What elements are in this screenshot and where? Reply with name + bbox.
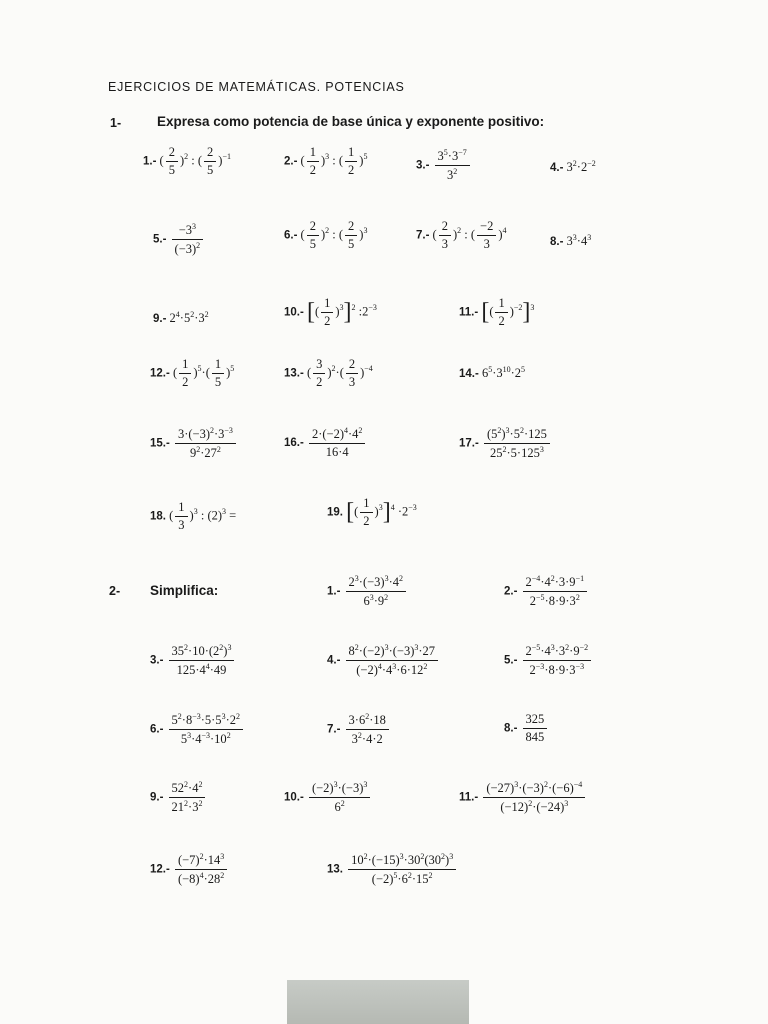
exercise-2-11: 11.- $\frac{(-27)^3\cdot(-3)^2\cdot(-6)^{-4}}{(-12)^2\cdot(-24)^3}$ [459,780,587,815]
exercise-1-11: 11.- [( $\frac{1}{2}$ )$^{-2}$]$^3$ [459,296,535,328]
section-2-heading: Simplifica: [150,583,219,598]
exercise-1-13: 13.- ( $\frac{3}{2}$ )$^2$·( $\frac{2}{3}$ )$^{-4}$ [284,357,373,389]
exercise-1-12: 12.- ( $\frac{1}{2}$ )$^5$·( $\frac{1}{5}$ )$^5$ [150,357,235,389]
exercise-1-4: 4.- $3^2\cdot 2^{-2}$ [550,159,596,175]
scanner-clip-artifact [287,980,469,1024]
exercise-2-1: 1.- $\frac{2^3\cdot(-3)^3\cdot 4^2}{6^3\cdot 9^2}$ [327,574,408,609]
exercise-1-18: 18. ( $\frac{1}{3}$ )$^3$ : $(2)^3$ = [150,500,237,532]
exercise-2-9: 9.- $\frac{52^2\cdot 4^2}{21^2\cdot 3^2}$ [150,780,207,815]
exercise-1-17: 17.- $\frac{(5^2)^3\cdot 5^2\cdot 125}{25^2\cdot 5\cdot 125^3}$ [459,426,552,461]
worksheet-title: EJERCICIOS DE MATEMÁTICAS. POTENCIAS [108,80,405,94]
exercise-1-1: 1.- ( $\frac{2}{5}$ )$^2$ : ( $\frac{2}{5}$ )$^{-1}$ [143,145,231,177]
exercise-1-3: 3.- $\frac{3^5\cdot 3^{-7}}{3^2}$ [416,148,472,183]
exercise-2-7: 7.- $\frac{3\cdot 6^2\cdot 18}{3^2\cdot 4\cdot 2}$ [327,712,391,747]
exercise-2-8: 8.- $\frac{325}{845}$ [504,712,549,745]
exercise-2-5: 5.- $\frac{2^{-5}\cdot 4^3\cdot 3^2\cdot 9^{-2}}{2^{-3}\cdot 8\cdot 9\cdot 3^{-3}}$ [504,643,593,678]
exercise-2-2: 2.- $\frac{2^{-4}\cdot 4^2\cdot 3\cdot 9^{-1}}{2^{-5}\cdot 8\cdot 9\cdot 3^2}$ [504,574,589,609]
exercise-2-10: 10.- $\frac{(-2)^3\cdot(-3)^3}{6^2}$ [284,780,372,815]
exercise-1-15: 15.- $\frac{3\cdot(-3)^2\cdot 3^{-3}}{9^2\cdot 27^2}$ [150,426,238,461]
exercise-1-19: 19. [( $\frac{1}{2}$ )$^3]^4 \cdot 2^{-3}$ [327,496,417,528]
exercise-1-8: 8.- $3^3\cdot 4^3$ [550,233,592,249]
exercise-1-14: 14.- $6^5\cdot 3^{10}\cdot 2^5$ [459,365,526,381]
exercise-2-3: 3.- $\frac{35^2\cdot 10\cdot(2^2)^3}{125\cdot 4^4\cdot 49}$ [150,643,236,678]
exercise-2-4: 4.- $\frac{8^2\cdot(-2)^3\cdot(-3)^3\cdot 27}{(-2)^4\cdot 4^3\cdot 6\cdot 12^2}$ [327,643,440,678]
section-1-heading: Expresa como potencia de base única y exponente positivo: [157,114,545,129]
exercise-1-10: 10.- [( $\frac{1}{2}$ )$^3$]$^2$ $:2^{-3}$ [284,296,377,328]
section-1-number: 1- [110,116,122,130]
exercise-1-7: 7.- ( $\frac{2}{3}$ )$^2$ : ( $\frac{-2}{3}$ )$^4$ [416,219,507,251]
exercise-2-12: 12.- $\frac{(-7)^2\cdot 14^3}{(-8)^4\cdot 28^2}$ [150,852,229,887]
exercise-2-13: 13. $\frac{10^2\cdot(-15)^3\cdot 30^2(30^2)^3}{(-2)^5\cdot 6^2\cdot 15^2}$ [327,852,458,887]
exercise-1-5: 5.- $\frac{-3^3}{(-3)^2}$ [153,222,205,257]
exercise-1-2: 2.- ( $\frac{1}{2}$ )$^3$ : ( $\frac{1}{2}$ )$^5$ [284,145,368,177]
exercise-1-9: 9.- $2^4\cdot 5^2\cdot 3^2$ [153,310,209,326]
exercise-1-6: 6.- ( $\frac{2}{5}$ )$^2$ : ( $\frac{2}{5}$ )$^3$ [284,219,368,251]
exercise-1-16: 16.- $\frac{2\cdot(-2)^4\cdot 4^2}{16\cdot 4}$ [284,426,367,460]
exercise-2-6: 6.- $\frac{5^2\cdot 8^{-3}\cdot 5\cdot 5^3\cdot 2^2}{5^3\cdot 4^{-3}\cdot 10^2}$ [150,712,245,747]
section-2-number: 2- [109,584,121,598]
